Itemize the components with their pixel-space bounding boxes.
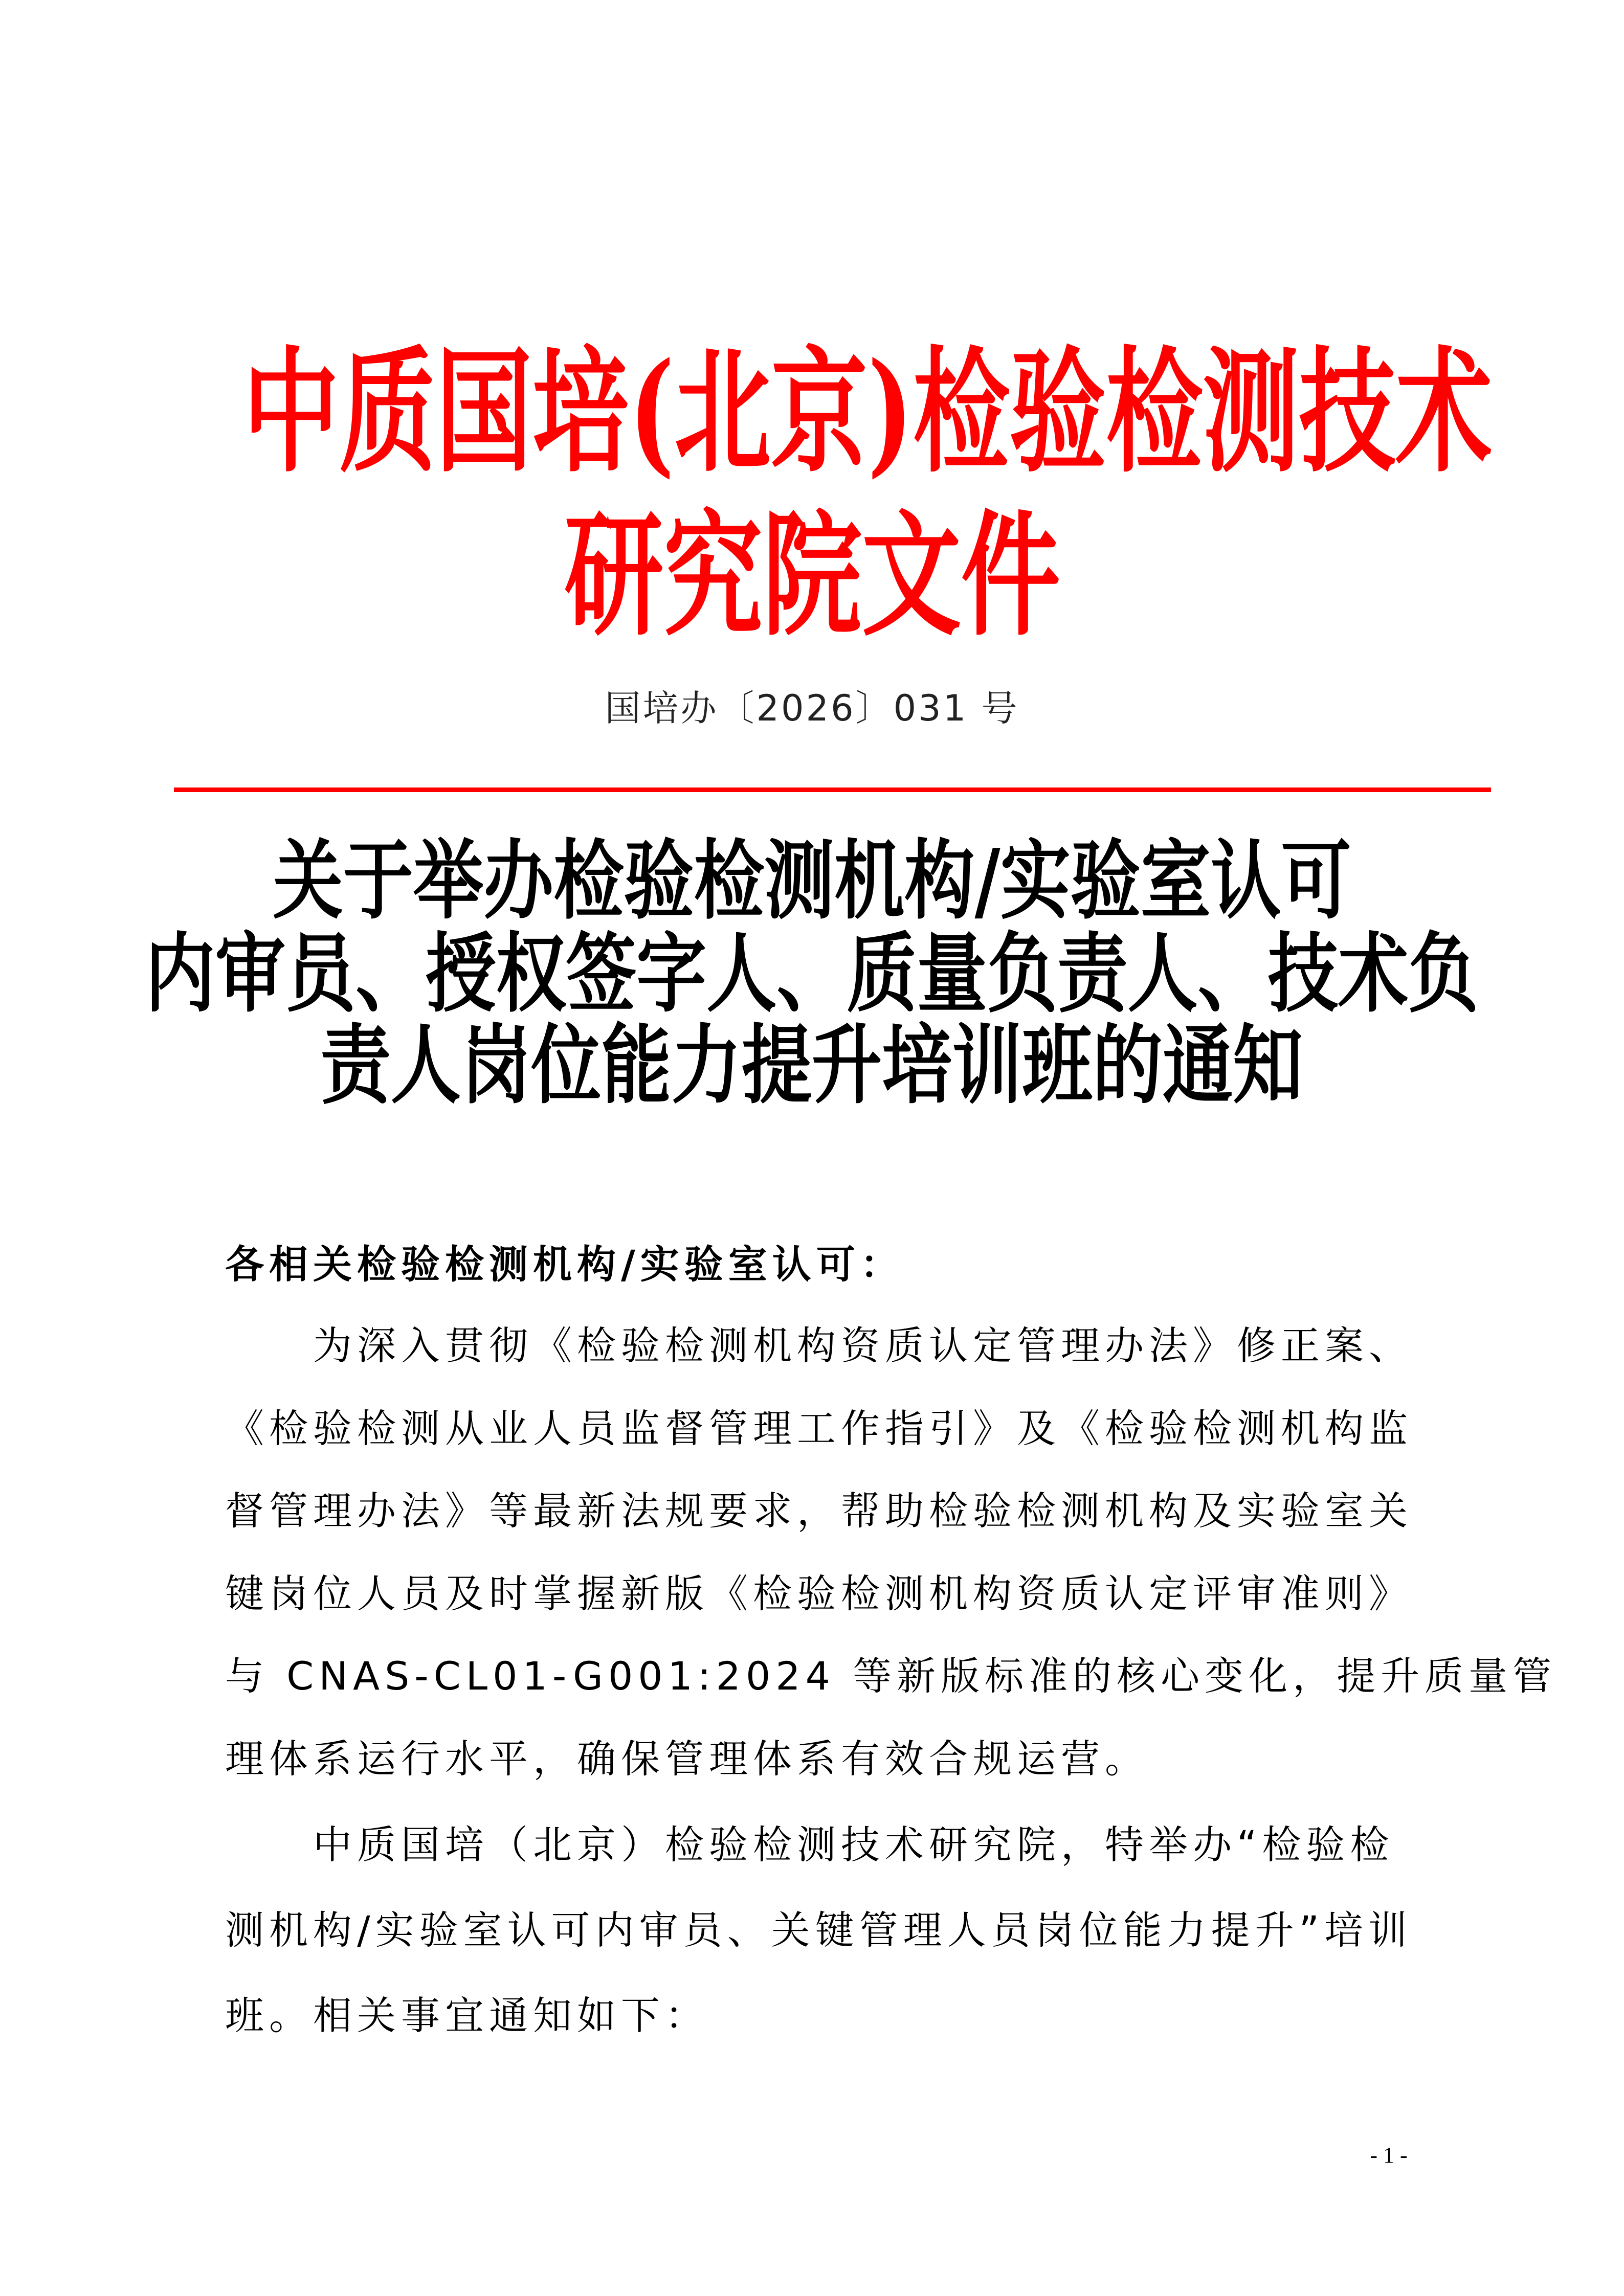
notice-heading-line-2 xyxy=(0,924,1624,1025)
issuer-title-line-1 xyxy=(0,333,1624,490)
heading-text: 关于举办检验检测机构/实验室认可 xyxy=(273,830,1351,932)
heading-text: 内审员、授权签字人、质量负责人、技术负 xyxy=(145,924,1479,1025)
paragraph-2-line: 测机构/实验室认可内审员、关键管理人员岗位能力提升”培训 xyxy=(225,1907,1412,1953)
paragraph-1-line: 理体系运行水平，确保管理体系有效合规运营。 xyxy=(225,1736,1149,1782)
paragraph-1-line: 《检验检测从业人员监督管理工作指引》及《检验检测机构监 xyxy=(225,1406,1413,1451)
issuer-title-text: 中质国培(北京)检验检测技术 xyxy=(242,333,1493,490)
paragraph-2-line: 中质国培（北京）检验检测技术研究院，特举办“检验检 xyxy=(225,1822,1394,1867)
paragraph-1-line: 键岗位人员及时掌握新版《检验检测机构资质认定评审准则》 xyxy=(225,1571,1413,1616)
paragraph-1-line: 督管理办法》等最新法规要求，帮助检验检测机构及实验室关 xyxy=(225,1488,1413,1534)
notice-heading-line-1 xyxy=(0,830,1624,932)
issuer-title-line-2 xyxy=(0,497,1624,654)
paragraph-2-line: 班。相关事宜通知如下： xyxy=(225,1993,709,2038)
page-number: - 1 - xyxy=(1370,2143,1408,2168)
notice-heading-line-3 xyxy=(0,1015,1624,1116)
heading-text: 责人岗位能力提升培训班的通知 xyxy=(321,1015,1303,1116)
paragraph-1-line: 与 CNAS-CL01-G001:2024 等新版标准的核心变化，提升质量管 xyxy=(225,1653,1557,1699)
issuer-title-text: 研究院文件 xyxy=(564,497,1060,654)
red-divider xyxy=(174,787,1491,792)
salutation: 各相关检验检测机构/实验室认可： xyxy=(225,1242,904,1287)
paragraph-1-line: 为深入贯彻《检验检测机构资质认定管理办法》修正案、 xyxy=(225,1323,1413,1368)
document-number: 国培办〔2026〕031 号 xyxy=(605,687,1019,729)
